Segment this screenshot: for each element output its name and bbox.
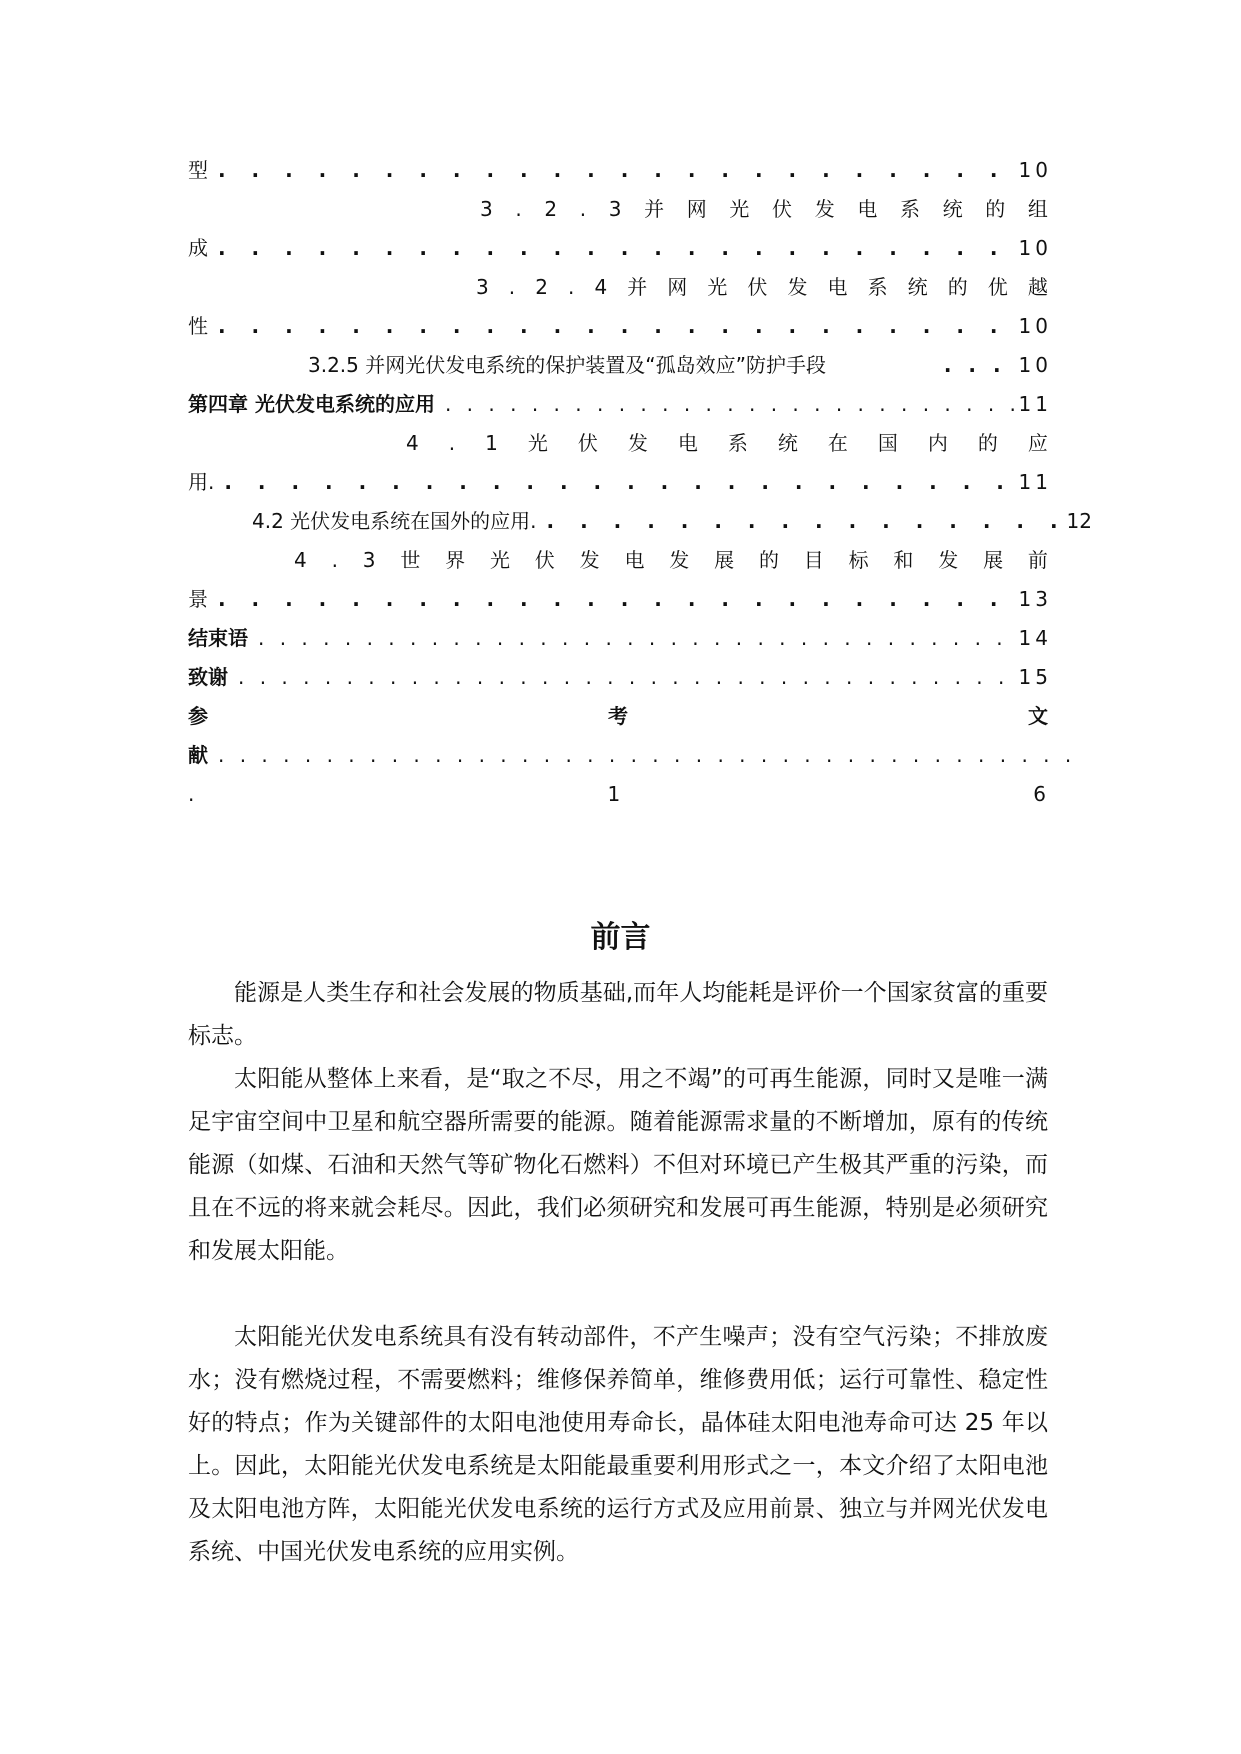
toc-entry-label: 用. bbox=[188, 470, 215, 494]
toc-page-number: 10 bbox=[1018, 314, 1052, 338]
toc-char: 发 bbox=[787, 275, 808, 299]
toc-char: 参 bbox=[188, 704, 208, 728]
toc-entry-spread[interactable] bbox=[480, 193, 1048, 225]
toc-char: 发 bbox=[627, 431, 648, 455]
toc-leader-dots: . . . bbox=[943, 353, 1001, 377]
toc-char: 标 bbox=[848, 548, 869, 572]
toc-page-number: 14 bbox=[1018, 626, 1052, 650]
toc-char: 2 bbox=[544, 197, 558, 221]
preface-paragraph-3: 太阳能光伏发电系统具有没有转动部件，不产生噪声；没有空气污染；不排放废水；没有燃烧过程，不需要燃料；维修保养简单，维修费用低；运行可靠性、稳定性好的特点；作为关键部件的太阳电池使用寿命长，晶体硅太阳电池寿命可达 25 年以上。因此，太阳能光伏发电系统是太阳能最重要利用形式之一，本文介绍了太阳电池及太阳电池方阵，太阳能光伏发电系统的运行方式及应用前景、独立与并网光伏发电系统、中国光伏发电系统的应用实例。 bbox=[188, 1324, 1048, 1565]
toc-char: 6 bbox=[1033, 782, 1046, 806]
toc-char: 4 bbox=[294, 548, 307, 572]
toc-char: 发 bbox=[669, 548, 690, 572]
toc-char: 内 bbox=[927, 431, 948, 455]
toc-char: 并 bbox=[627, 275, 648, 299]
toc-entry-label: 成 bbox=[188, 236, 208, 260]
toc-char: 的 bbox=[977, 431, 998, 455]
toc-char: 伏 bbox=[577, 431, 598, 455]
toc-char: 目 bbox=[803, 548, 824, 572]
toc-entry-spread[interactable] bbox=[406, 427, 1048, 459]
toc-leader-dots bbox=[218, 154, 1015, 186]
toc-char: 考 bbox=[608, 704, 628, 728]
toc-char: 组 bbox=[1027, 197, 1048, 221]
toc-entry[interactable] bbox=[188, 310, 1052, 342]
toc-char: 统 bbox=[777, 431, 798, 455]
toc-leader-dots bbox=[218, 583, 1015, 615]
toc-char: 光 bbox=[527, 431, 548, 455]
toc-entry[interactable] bbox=[188, 466, 1052, 498]
toc-leader-dots bbox=[547, 505, 1063, 537]
toc-entry[interactable] bbox=[188, 154, 1052, 186]
toc-char: 系 bbox=[727, 431, 748, 455]
toc-entry-label: 性 bbox=[188, 314, 208, 338]
toc-entry-label: 景 bbox=[188, 587, 208, 611]
toc-entry[interactable] bbox=[188, 388, 1052, 420]
toc-chapter-label: 致谢 bbox=[188, 665, 228, 689]
toc-leader-dots bbox=[218, 232, 1015, 264]
toc-char: 1 bbox=[485, 431, 498, 455]
toc-char: 电 bbox=[624, 548, 645, 572]
toc-leader-dots bbox=[224, 466, 1014, 498]
toc-char: 光 bbox=[707, 275, 728, 299]
toc-char: 前 bbox=[1027, 548, 1048, 572]
toc-char: 网 bbox=[686, 197, 707, 221]
toc-char: 世 bbox=[400, 548, 421, 572]
toc-char: 统 bbox=[907, 275, 928, 299]
toc-entry[interactable] bbox=[188, 583, 1052, 615]
toc-char: 伏 bbox=[747, 275, 768, 299]
toc-page-number: 10 bbox=[1018, 158, 1052, 182]
toc-char: 发 bbox=[814, 197, 835, 221]
toc-entry-label: 4.2 光伏发电系统在国外的应用. bbox=[252, 509, 537, 533]
toc-char: 1 bbox=[607, 782, 621, 806]
preface-paragraph-2: 太阳能从整体上来看，是“取之不尽，用之不竭”的可再生能源，同时又是唯一满足宇宙空间中卫星和航空器所需要的能源。随着能源需求量的不断增加，原有的传统能源（如煤、石油和天然气等矿物化石燃料）不但对环境已产生极其严重的污染，而且在不远的将来就会耗尽。因此，我们必须研究和发展可再生能源，特别是必须研究和发展太阳能。 bbox=[188, 1066, 1048, 1264]
preface-paragraph-1: 能源是人类生存和社会发展的物质基础,而年人均能耗是评价一个国家贫富的重要标志。 bbox=[188, 980, 1048, 1049]
toc-char: . bbox=[448, 431, 456, 455]
toc-char: . bbox=[508, 275, 516, 299]
toc-char: 网 bbox=[667, 275, 688, 299]
toc-char: 系 bbox=[867, 275, 888, 299]
toc-char: 发 bbox=[579, 548, 600, 572]
toc-page-number: 10 bbox=[1018, 353, 1052, 377]
toc-entry[interactable] bbox=[308, 349, 1052, 381]
toc-leader-dots bbox=[258, 622, 1015, 654]
toc-entry-label: 型 bbox=[188, 158, 208, 182]
toc-char: 伏 bbox=[534, 548, 555, 572]
toc-leader-dots bbox=[238, 661, 1015, 693]
toc-char: . bbox=[579, 197, 587, 221]
toc-char: 电 bbox=[827, 275, 848, 299]
toc-char: 和 bbox=[893, 548, 914, 572]
toc-char: . bbox=[331, 548, 338, 572]
toc-page-number: 12 bbox=[1066, 509, 1092, 533]
toc-page-number: 10 bbox=[1018, 236, 1052, 260]
toc-chapter-label: 献 bbox=[188, 743, 208, 767]
toc-entry-spread[interactable] bbox=[188, 700, 1048, 732]
toc-char: 在 bbox=[827, 431, 848, 455]
toc-char: 4 bbox=[406, 431, 419, 455]
toc-char: 电 bbox=[677, 431, 698, 455]
toc-char: 光 bbox=[729, 197, 750, 221]
toc-entry-spread[interactable] bbox=[476, 271, 1048, 303]
toc-char: 界 bbox=[445, 548, 466, 572]
toc-char: . bbox=[515, 197, 522, 221]
toc-char: 光 bbox=[489, 548, 510, 572]
toc-entry[interactable] bbox=[252, 505, 1092, 537]
toc-char: 3 bbox=[476, 275, 489, 299]
toc-entry-spread[interactable] bbox=[294, 544, 1048, 576]
toc-entry[interactable] bbox=[188, 661, 1052, 693]
toc-char: 2 bbox=[535, 275, 548, 299]
toc-char: 的 bbox=[947, 275, 968, 299]
toc-char: 电 bbox=[857, 197, 878, 221]
toc-leader-dots bbox=[445, 388, 1015, 420]
toc-entry[interactable] bbox=[188, 232, 1052, 264]
toc-entry[interactable] bbox=[188, 622, 1052, 654]
toc-page-number: 11 bbox=[1018, 392, 1052, 416]
toc-char: 3 bbox=[362, 548, 376, 572]
toc-page-number: 13 bbox=[1018, 587, 1052, 611]
toc-char: . bbox=[568, 275, 575, 299]
toc-char: 伏 bbox=[772, 197, 793, 221]
toc-char: 应 bbox=[1027, 431, 1048, 455]
toc-char: 文 bbox=[1028, 704, 1048, 728]
toc-char: 优 bbox=[987, 275, 1008, 299]
toc-char: 展 bbox=[714, 548, 735, 572]
toc-char: 并 bbox=[644, 197, 665, 221]
toc-entry[interactable] bbox=[188, 739, 1076, 771]
toc-chapter-label: 第四章 光伏发电系统的应用 bbox=[188, 392, 435, 416]
toc-char: 展 bbox=[983, 548, 1004, 572]
toc-char: . bbox=[188, 782, 195, 806]
toc-leader-dots bbox=[218, 310, 1015, 342]
toc-char: 3 bbox=[608, 197, 622, 221]
toc-char: 3 bbox=[480, 197, 493, 221]
toc-entry-label: 3.2.5 并网光伏发电系统的保护装置及“孤岛效应”防护手段 bbox=[308, 353, 826, 377]
toc-char: 统 bbox=[942, 197, 963, 221]
toc-char: 越 bbox=[1027, 275, 1048, 299]
toc-char: 国 bbox=[877, 431, 898, 455]
toc-leader-dots bbox=[218, 739, 1076, 771]
toc-page-number: 11 bbox=[1018, 470, 1052, 494]
toc-char: 系 bbox=[899, 197, 920, 221]
toc-entry-spread[interactable] bbox=[188, 778, 1046, 810]
toc-chapter-label: 结束语 bbox=[188, 626, 248, 650]
toc-char: 的 bbox=[758, 548, 779, 572]
toc-char: 发 bbox=[938, 548, 959, 572]
preface-title: 前言 bbox=[590, 920, 651, 955]
toc-char: 4 bbox=[594, 275, 608, 299]
toc-char: 的 bbox=[985, 197, 1006, 221]
toc-page-number: 15 bbox=[1018, 665, 1052, 689]
